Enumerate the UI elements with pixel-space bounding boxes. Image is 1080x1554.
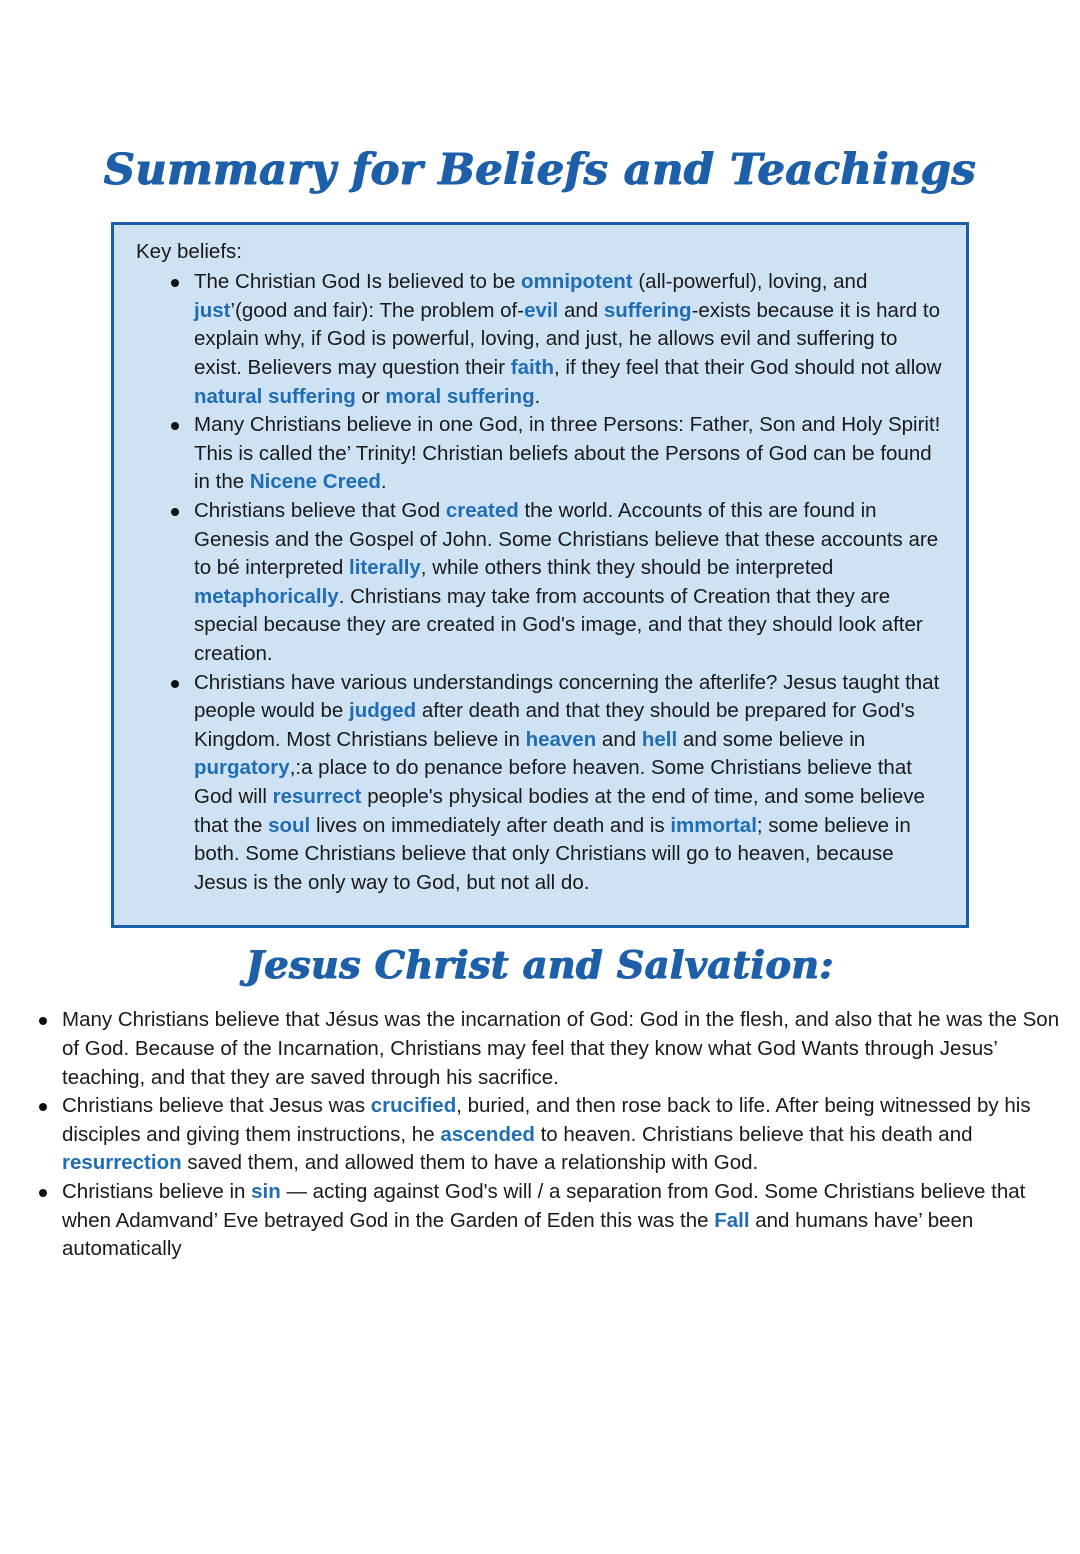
key-beliefs-list [132, 268, 948, 897]
body-text: — acting against God's will / a separation from God. Some Christians believe that when Adamvand’ Eve betrayed God in the Garden of Eden this was the [62, 1179, 1026, 1232]
key-beliefs-box [111, 222, 969, 929]
bullet-disc-icon [171, 508, 179, 516]
body-text: . Christians may take from accounts of Creation that they are special because they are created in God's image, and that they should look after creation. [194, 584, 923, 666]
key-term: evil [524, 298, 559, 322]
list-item [132, 497, 948, 669]
key-term: judged [349, 699, 417, 723]
key-term: crucified [370, 1094, 457, 1118]
body-text: Christians believe in [62, 1179, 252, 1203]
body-text: ; some believe in both. Some Christians believe that only Christians will go to heaven, because Jesus is the only way to God, but not all do. [194, 813, 911, 894]
section-title-jesus-christ-and-salvation: Jesus Christ and Salvation: [245, 942, 835, 988]
key-term: faith [510, 356, 555, 380]
key-term: immortal [670, 813, 757, 837]
body-text: the world. Accounts of this are found in Genesis and the Gospel of John. Some Christians believe that these accounts are to bé interpreted [194, 499, 939, 580]
body-text: (all-powerful), loving, and [632, 270, 868, 294]
key-term: Nicene Creed [249, 470, 381, 494]
body-text: ’(good and fair): The problem of- [230, 298, 525, 322]
body-text: . [380, 470, 387, 494]
document-page [0, 29, 1080, 1554]
body-text: -exists because it is hard to explain why, if God is powerful, loving, and just, he allows evil and suffering to exist. Believers may question their [194, 298, 940, 380]
list-item [132, 268, 948, 411]
key-term: suffering [603, 298, 692, 322]
body-text: after death and that they should be prepared for God's Kingdom. Most Christians believe in [194, 699, 915, 751]
key-beliefs-label: Key beliefs: [136, 239, 242, 263]
body-text: Many Christians believe in one God, in three Persons: Father, Son and Holy Spirit! This is called the’ Trinity! Christian beliefs about the Persons of God can be found in the [194, 413, 941, 494]
key-term: metaphorically [194, 584, 339, 608]
bullet-disc-icon [171, 422, 179, 430]
key-term: Fall [714, 1208, 750, 1232]
key-term: natural suffering [194, 384, 356, 408]
list-item [0, 1006, 1080, 1092]
key-term: resurrection [62, 1151, 182, 1175]
list-item-text [62, 1094, 1031, 1174]
body-text: Christians believe that Jesus was [62, 1094, 371, 1118]
body-text: ,:a place to do penance before heaven. Some Christians believe that God will [194, 756, 912, 808]
key-term: hell [641, 727, 678, 751]
bullet-disc-icon [39, 1017, 47, 1025]
key-term: just [194, 298, 231, 322]
key-term: resurrect [272, 784, 362, 808]
list-item-text [194, 270, 941, 407]
body-text: people's physical bodies at the end of time, and some believe that the [194, 784, 925, 837]
body-text: Christians have various understandings concerning the afterlife? Jesus taught that people would be [194, 670, 940, 723]
bullet-disc-icon [171, 279, 179, 287]
body-text: . [534, 384, 541, 408]
body-text: or [355, 384, 386, 408]
bullet-disc-icon [39, 1189, 47, 1197]
body-text: and some believe in [677, 727, 866, 751]
body-text: The Christian God Is believed to be [194, 270, 522, 294]
body-text: , while others think they should be interpreted [420, 556, 834, 580]
body-text: lives on immediately after death and is [310, 813, 671, 837]
body-text: and [558, 298, 604, 322]
list-item [0, 1178, 1080, 1264]
body-text: to heaven. Christians believe that his death and [534, 1122, 973, 1146]
bullet-disc-icon [171, 680, 179, 688]
list-item [132, 669, 948, 898]
body-text: Christians believe that God [194, 499, 446, 523]
body-text: and [596, 727, 642, 751]
key-term: heaven [525, 727, 597, 751]
body-text: , buried, and then rose back to life. After being witnessed by his disciples and giving them instructions, he [62, 1094, 1031, 1146]
bullet-disc-icon [39, 1103, 47, 1111]
body-text: and humans have’ been automatically [62, 1208, 974, 1261]
body-text: saved them, and allowed them to have a relationship with God. [181, 1151, 759, 1175]
list-item-text [194, 671, 939, 894]
list-item [132, 411, 948, 497]
salvation-list [0, 1006, 1080, 1263]
key-term: sin [251, 1179, 281, 1203]
list-item-text [194, 499, 938, 665]
list-item-text [62, 1008, 1059, 1088]
body-text: Many Christians believe that Jésus was the incarnation of God: God in the flesh, and also that he was the Son of God. Because of the Incarnation, Christians may feel that they know what God Wants through Jesus’ teaching, and that they are saved through his sacrifice. [62, 1008, 1060, 1089]
key-term: ascended [440, 1122, 535, 1146]
list-item [0, 1092, 1080, 1178]
page-title: Summary for Beliefs and Teachings [103, 144, 977, 195]
body-text: , if they feel that their God should not allow [554, 356, 942, 380]
key-term: created [445, 499, 519, 523]
key-term: literally [349, 556, 421, 580]
key-term: purgatory [194, 756, 290, 780]
key-term: omnipotent [521, 270, 633, 294]
key-term: soul [268, 813, 311, 837]
list-item-text [62, 1180, 1025, 1260]
list-item-text [194, 413, 940, 493]
key-term: moral suffering [385, 384, 535, 408]
